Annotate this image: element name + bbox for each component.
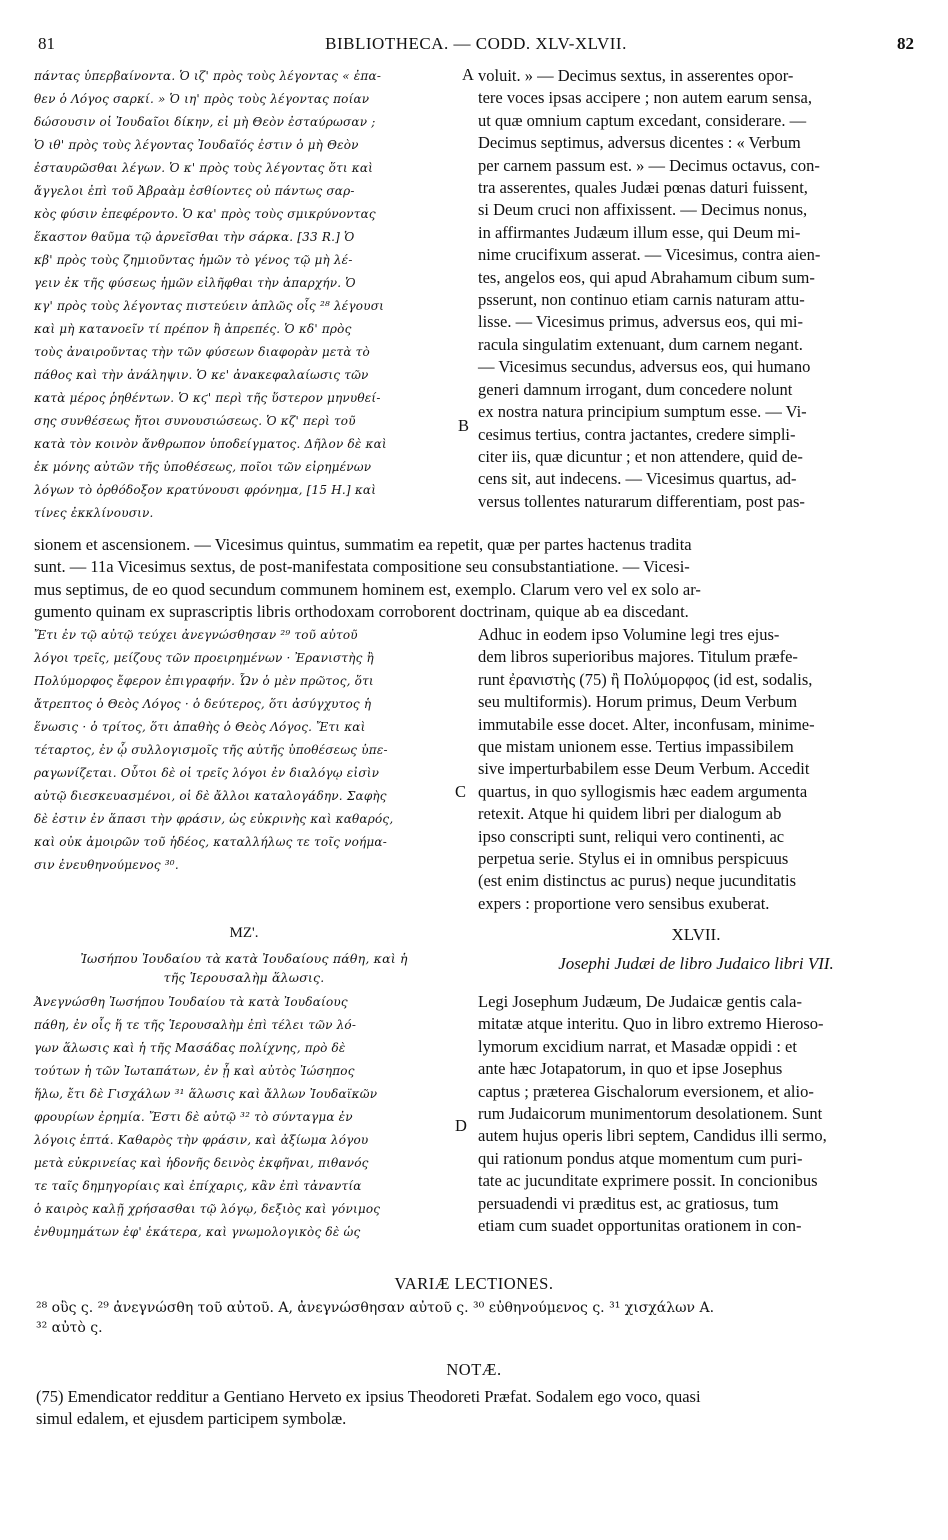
latin-text-line: captus ; præterea Gischalorum eversionem, et alio- [478, 1081, 814, 1101]
greek-text-line: τούτων ἡ τῶν Ἰωταπάτων, ἐν ᾗ καὶ αὐτὸς Ἰώσηπος [34, 1064, 355, 1078]
latin-text-line: immutabile esse docet. Alter, inconfusam, minime- [478, 714, 815, 734]
latin-text-line: voluit. » — Decimus sextus, in asserentes opor- [478, 66, 794, 85]
margin-letter-c: C [455, 782, 467, 801]
greek-text-line: ἄτρεπτος ὁ Θεὸς Λόγος · ὁ δεύτερος, ὅτι ἀσύγχυτος ἡ [34, 697, 372, 711]
greek-text-line: δώσουσιν οἱ Ἰουδαῖοι δίκην, εἰ μὴ Θεὸν ἐσταύρωσαν ; [34, 115, 376, 129]
latin-text-line: autem hujus operis libri septem, Candidus illi sermo, [478, 1126, 827, 1146]
latin-text-line: qui rationum pondus atque momentum cum puri- [478, 1148, 803, 1168]
latin-text-line: generi damnum irrogant, dum concedere nolunt [478, 379, 793, 399]
margin-letter-b: B [458, 416, 470, 435]
greek-section-number: ΜΖ'. [229, 925, 259, 941]
latin-column-middle [478, 624, 914, 915]
latin-text-line: (est enim distinctus ac purus) neque jucunditatis [478, 871, 797, 891]
greek-text-line: ἥλω, ἔτι δὲ Γισχάλων ³¹ ἅλωσις καὶ ἄλλων Ἰουδαϊκῶν [34, 1087, 378, 1101]
greek-text-line: λόγοι τρεῖς, μείζους τῶν προειρημένων · Ἐρανιστὴς ἢ [34, 651, 374, 665]
latin-text-line: cesimus tertius, contra jactantes, credere simpli- [478, 424, 796, 444]
greek-text-line: γων ἅλωσις καὶ ἡ τῆς Μασάδας πολίχνης, πρὸ δὲ [34, 1041, 346, 1055]
latin-text-line: lymorum excidium narrat, et Masadæ oppidi : et [478, 1036, 797, 1056]
greek-text-line: κγ' πρὸς τοὺς λέγοντας πιστεύειν ἁπλῶς οἷς ²⁸ λέγουσι [34, 299, 385, 313]
running-title: BIBLIOTHECA. — CODD. XLV-XLVII. [325, 34, 627, 53]
latin-text-line: versus tollentes naturarum differentiam, post pas- [478, 491, 805, 511]
greek-text-line: δὲ ἐστιν ἐν ἅπασι τὴν φράσιν, ὡς εὐκρινὴς καὶ καθαρός, [34, 812, 394, 826]
greek-column-top [34, 65, 454, 525]
greek-text-line: αὐτῷ διεσκευασμένοι, οἱ δὲ ἄλλοι καταλογάδην. Σαφὴς [34, 789, 387, 803]
greek-text-line: Πολύμορφος ἔφερον ἐπιγραφήν. Ὧν ὁ μὲν πρῶτος, ὅτι [34, 674, 374, 688]
greek-text-line: ἕνωσις · ὁ τρίτος, ὅτι ἀπαθὴς ὁ Θεὸς Λόγος. Ἔτι καὶ [34, 720, 366, 734]
text-line: mus septimus, de eo quod secundum communem hominem est, exemplo. Clarum vero vel ex solo ar- [34, 579, 701, 599]
greek-text-line: κὸς φύσιν ἐπεφέροντο. Ὁ κα' πρὸς τοὺς σμικρύνοντας [34, 207, 376, 221]
latin-text-line: lisse. — Vicesimus primus, adversus eos, qui mi- [478, 312, 804, 332]
greek-text-line: ἐνθυμημάτων ἐφ' ἑκάτερα, καὶ γνωμολογικὸς δὲ ὡς [34, 1225, 361, 1239]
greek-text-line: ἄγγελοι ἐπὶ τοῦ Ἀβραὰμ ἐσθίοντες οὐ πάντως σαρ- [34, 184, 355, 198]
text-line: gumento quinam ex suprascriptis libris orthodoxam corroborent doctrinam, quique ab ea discedant. [34, 602, 689, 622]
greek-column-bottom [34, 991, 454, 1244]
greek-text-line: Ἔτι ἐν τῷ αὐτῷ τεύχει ἀνεγνώσθησαν ²⁹ τοῦ αὐτοῦ [34, 628, 358, 642]
latin-text-line: ante hæc Jotapatorum, in quo et ipse Josephus [478, 1059, 783, 1079]
latin-text-line: runt ἐρανιστὴς (75) ἢ Πολύμορφος (id est, sodalis, [478, 669, 813, 689]
greek-text-line: λόγων τὸ ὀρθόδοξον κρατύνουσι φρόνημα, [15 H.] καὶ [34, 483, 377, 497]
latin-column-top [478, 65, 914, 513]
latin-section-number: XLVII. [671, 925, 721, 944]
margin-letter-a: A [462, 65, 474, 84]
latin-text-line: dem libros superioribus majores. Titulum præfe- [478, 647, 798, 667]
latin-text-line: tate ac jucunditate exprimere possit. In concionibus [478, 1171, 818, 1191]
notae-title: NOTÆ. [446, 1360, 502, 1379]
latin-text-line: seu multiformis). Horum primus, Deum Verbum [478, 692, 798, 712]
greek-text-line: πάθη, ἐν οἷς ἥ τε τῆς Ἱερουσαλὴμ ἐπὶ τέλει τῶν λό- [34, 1018, 357, 1032]
latin-text-line: — Vicesimus secundus, adversus eos, qui humano [478, 357, 811, 377]
notae-line: simul edalem, et ejusdem participem symbolæ. [36, 1409, 347, 1428]
latin-text-line: Adhuc in eodem ipso Volumine legi tres ejus- [478, 625, 780, 644]
greek-text-line: θεν ὁ Λόγος σαρκί. » Ὁ ιη' πρὸς τοὺς λέγοντας ποίαν [34, 92, 370, 106]
latin-text-line: persuadendi vi præditus est, ac gratiosus, tum [478, 1193, 779, 1213]
greek-text-line: Ὁ ιθ' πρὸς τοὺς λέγοντας Ἰουδαῖός ἐστιν ὁ μὴ Θεὸν [34, 138, 359, 152]
latin-text-line: que mistam unionem esse. Tertius impassibilem [478, 737, 794, 757]
latin-text-line: rum Judaicorum munimentorum desolationem. Sunt [478, 1104, 823, 1124]
latin-text-line: retexit. Atque hi quidem libri per dialogum ab [478, 804, 782, 824]
greek-text-line: κβ' πρὸς τοὺς ζημιοῦντας ἡμῶν τὸ γένος τῷ μὴ λέ- [34, 253, 353, 267]
latin-text-line: si Deum cruci non affixissent. — Decimus nonus, [478, 200, 808, 220]
latin-column-bottom [478, 991, 914, 1237]
latin-text-line: Decimus septimus, adversus dicentes : « Verbum [478, 133, 801, 153]
greek-text-line: σης συνθέσεως ἤτοι συνουσιώσεως. Ὁ κζ' περὶ τοῦ [34, 414, 356, 428]
greek-text-line: λόγοις ἑπτά. Καθαρὸς τὴν φράσιν, καὶ ἀξίωμα λόγου [34, 1133, 369, 1147]
variae-lectiones-title: VARIÆ LECTIONES. [394, 1274, 554, 1293]
greek-text-line: μετὰ εὐκρινείας καὶ ἡδονῆς δεινὸς ἐκφῆναι, πιθανός [34, 1156, 369, 1170]
variae-line: ³² αὐτὸ ς. [36, 1320, 103, 1336]
latin-text-line: in affirmantes Judæum illum esse, qui Deum mi- [478, 222, 801, 242]
right-page-number: 82 [897, 34, 914, 53]
greek-text-line: καὶ οὐκ ἀμοιρῶν τοῦ ἡδέος, καταλλήλως τε τοῖς νοήμα- [34, 835, 387, 849]
greek-text-line: τε ταῖς δημηγορίαις καὶ ἐπίχαρις, κἂν ἐπὶ τἀναντία [34, 1179, 362, 1193]
variae-line: ²⁸ οὓς ς. ²⁹ ἀνεγνώσθη τοῦ αὐτοῦ. A, ἀνεγνώσθησαν αὐτοῦ ς. ³⁰ εὐθηνούμενος ς. ³¹ χισχάλων A. [36, 1300, 715, 1316]
latin-text-line: tra asserentes, quales Judæi pœnas daturi fuissent, [478, 178, 808, 198]
latin-text-line: racula singulatim extenuant, dum carnem negant. [478, 334, 803, 354]
greek-text-line: κατὰ τὸν κοινὸν ἄνθρωπον ὑποδείγματος. Δῆλον δὲ καὶ [34, 437, 387, 451]
greek-text-line: Ἀνεγνώσθη Ἰωσήπου Ἰουδαίου τὰ κατὰ Ἰουδαίους [34, 995, 348, 1009]
greek-text-line: φρουρίων ἐρημία. Ἔστι δὲ αὐτῷ ³² τὸ σύνταγμα ἐν [34, 1110, 353, 1124]
latin-text-line: cens sit, aut indecens. — Vicesimus quartus, ad- [478, 469, 797, 489]
latin-text-line: citer iis, quæ dicuntur ; et non attendere, quid de- [478, 446, 803, 466]
greek-column-middle [34, 624, 454, 877]
latin-text-line: Legi Josephum Judæum, De Judaicæ gentis cala- [478, 992, 802, 1011]
margin-letter-d: D [455, 1116, 467, 1135]
greek-text-line: πάθος καὶ τὴν ἀνάληψιν. Ὁ κε' ἀνακεφαλαίωσις τῶν [34, 368, 369, 382]
latin-text-line: per carnem passum est. » — Decimus octavus, con- [478, 155, 820, 175]
notae-line: (75) Emendicator redditur a Gentiano Herveto ex ipsius Theodoreti Præfat. Sodalem ego voco, quasi [36, 1387, 701, 1406]
variae-lectiones [36, 1298, 916, 1338]
left-page-number: 81 [38, 34, 55, 53]
greek-text-line: τοὺς ἀναιροῦντας τὴν τῶν φύσεων διαφορὰν μετὰ τὸ [34, 345, 370, 359]
greek-section-title [34, 947, 454, 989]
latin-text-line: ipso conscripti sunt, reliqui vero continenti, ac [478, 826, 785, 846]
latin-text-line: perpetua serie. Stylus ei in omnibus perspicuus [478, 849, 789, 869]
greek-text-line: κατὰ μέρος ῥηθέντων. Ὁ κϛ' περὶ τῆς ὕστερον μηνυθεί- [34, 391, 381, 405]
latin-text-line: ex nostra natura principium sumptum esse. — Vi- [478, 402, 807, 422]
greek-text-line: ὁ καιρὸς καλῇ χρήσασθαι τῷ λόγῳ, δεξιὸς καὶ γόνιμος [34, 1202, 381, 1216]
notae [36, 1386, 916, 1430]
latin-text-line: tes, angelos eos, qui apud Abrahamum cibum sum- [478, 267, 815, 287]
greek-section-title-line: Ἰωσήπου Ἰουδαίου τὰ κατὰ Ἰουδαίους πάθη, καὶ ἡ [80, 951, 408, 966]
latin-text-line: sive imperturbabilem esse Deum Verbum. Accedit [478, 759, 810, 779]
text-line: sunt. — 11a Vicesimus sextus, de post-manifestata compositione seu consubstantiatione. — Vicesi- [34, 557, 690, 577]
greek-text-line: ἕκαστον θαῦμα τῷ ἀρνεῖσθαι τὴν σάρκα. [33 R.] Ὁ [34, 230, 355, 244]
greek-text-line: σιν ἐνευθηνούμενος ³⁰. [34, 858, 179, 872]
latin-text-line: etiam cum suadet opportunitas orationem in con- [478, 1216, 802, 1236]
latin-section-title: Josephi Judæi de libro Judaico libri VII. [558, 954, 834, 973]
latin-text-line: psserunt, non continuo etiam carnis naturam attu- [478, 290, 805, 310]
greek-text-line: ἐκ μόνης αὐτῶν τῆς ὑποθέσεως, ποῖοι τῶν εἰρημένων [34, 460, 372, 474]
greek-text-line: τέταρτος, ἐν ᾧ συλλογισμοῖς τῆς αὐτῆς ὑποθέσεως ὑπε- [34, 743, 388, 757]
latin-text-line: expers : proportione vero sensibus exuberat. [478, 893, 770, 913]
latin-text-line: tere voces ipsas accipere ; non autem earum sensa, [478, 88, 812, 108]
latin-text-line: nime crucifixum asserat. — Vicesimus, contra aien- [478, 245, 821, 265]
greek-text-line: γειν ἐκ τῆς φύσεως ἡμῶν εἰλῆφθαι τὴν ἀπαρχήν. Ὁ [34, 276, 356, 290]
full-width-paragraph [34, 534, 914, 624]
running-header [38, 34, 914, 56]
greek-text-line: καὶ μὴ κατανοεῖν τί πρέπον ἢ ἀπρεπές. Ὁ κδ' πρὸς [34, 322, 352, 336]
text-line: sionem et ascensionem. — Vicesimus quintus, summatim ea repetit, quæ per partes hactenus tradita [34, 535, 692, 554]
greek-section-title-line: τῆς Ἱερουσαλὴμ ἅλωσις. [163, 970, 325, 985]
greek-text-line: τίνες ἐκκλίνουσιν. [34, 506, 154, 520]
greek-text-line: ἐσταυρῶσθαι λέγων. Ὁ κ' πρὸς τοὺς λέγοντας ὅτι καὶ [34, 161, 374, 175]
greek-text-line: ραγωνίζεται. Οὗτοι δὲ οἱ τρεῖς λόγοι ἐν διαλόγῳ εἰσὶν [34, 766, 380, 780]
latin-text-line: quartus, in quo syllogismis hæc eadem argumenta [478, 781, 808, 801]
greek-text-line: πάντας ὑπερβαίνοντα. Ὁ ιζ' πρὸς τοὺς λέγοντας « ἐπα- [34, 69, 382, 83]
latin-text-line: mitatæ atque interitu. Quo in libro extremo Hieroso- [478, 1014, 824, 1034]
latin-text-line: ut quæ omnium captum excedant, considerare. — [478, 110, 807, 130]
